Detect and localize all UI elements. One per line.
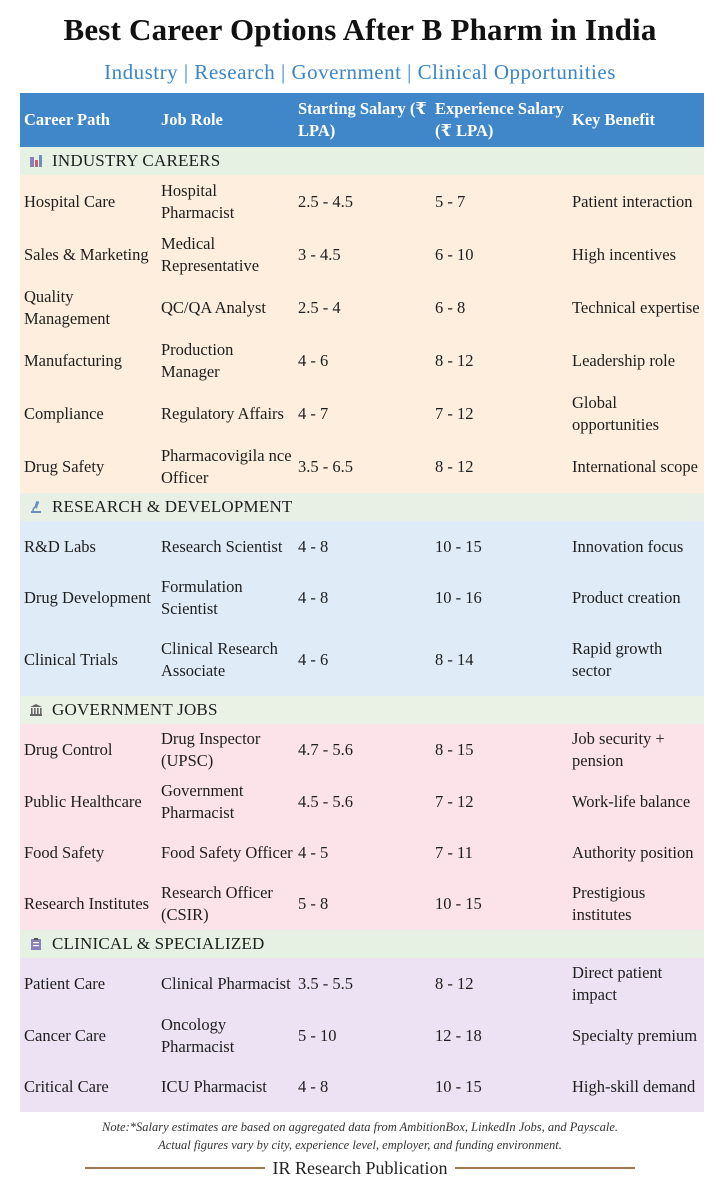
career-path-cell: Drug Control: [24, 740, 113, 759]
footer-divider-right: [455, 1167, 635, 1169]
section-research: [20, 493, 704, 521]
table-row: [20, 776, 704, 828]
note-line-2: Actual figures vary by city, experience level, employer, and funding environment.: [158, 1138, 562, 1152]
key-benefit-cell: Work-life balance: [572, 792, 691, 811]
footer-divider-left: [85, 1167, 265, 1169]
starting-salary-cell: 3 - 4.5: [298, 244, 341, 264]
starting-salary-cell: 4 - 6: [298, 649, 329, 669]
job-role-cell: QC/QA Analyst: [161, 297, 266, 317]
page-subtitle: Industry | Research | Government | Clinical Opportunities: [104, 60, 616, 84]
table-header: [20, 93, 704, 147]
experience-salary-cell: 10 - 15: [435, 537, 482, 556]
table-row: [20, 281, 704, 334]
starting-salary-cell: 4 - 8: [298, 1077, 329, 1096]
key-benefit-cell: Innovation focus: [572, 537, 684, 556]
starting-salary-cell: 5 - 10: [298, 1026, 337, 1045]
experience-salary-cell: 6 - 10: [435, 244, 474, 264]
table-row: [20, 724, 704, 776]
key-benefit-cell: Direct patient impact: [572, 963, 663, 1004]
starting-salary-cell: 4.5 - 5.6: [298, 792, 353, 811]
table-row: [20, 334, 704, 387]
career-path-cell: Public Healthcare: [24, 792, 142, 811]
career-path-cell: Manufacturing: [24, 350, 123, 370]
header-job-role: Job Role: [161, 110, 223, 129]
table-row: [20, 958, 704, 1010]
section-title: CLINICAL & SPECIALIZED: [52, 934, 265, 953]
section-title: RESEARCH & DEVELOPMENT: [52, 497, 293, 516]
section-title: INDUSTRY CAREERS: [52, 151, 221, 170]
table-row: [20, 1062, 704, 1112]
job-role-cell: Oncology Pharmacist: [161, 1015, 235, 1056]
research-rows: [20, 521, 704, 696]
key-benefit-cell: High incentives: [572, 244, 677, 264]
experience-salary-cell: 10 - 15: [435, 894, 482, 913]
career-path-cell: Critical Care: [24, 1077, 109, 1096]
job-role-cell: Pharmacovigila nce Officer: [161, 445, 292, 487]
table-row: [20, 573, 704, 623]
key-benefit-cell: Job security + pension: [572, 729, 665, 770]
header-key-benefit: Key Benefit: [572, 110, 655, 129]
job-role-cell: Medical Representative: [161, 233, 260, 275]
career-path-cell: R&D Labs: [24, 537, 96, 556]
career-path-cell: Sales & Marketing: [24, 244, 149, 264]
table-row: [20, 175, 704, 228]
key-benefit-cell: High-skill demand: [572, 1077, 696, 1096]
microscope-icon: [26, 500, 46, 514]
job-role-cell: Government Pharmacist: [161, 781, 244, 822]
key-benefit-cell: Leadership role: [572, 350, 676, 370]
starting-salary-cell: 5 - 8: [298, 894, 329, 913]
starting-salary-cell: 4 - 7: [298, 403, 329, 423]
clinical-rows: [20, 958, 704, 1112]
industry-rows: [20, 175, 704, 493]
career-path-cell: Hospital Care: [24, 191, 116, 211]
job-role-cell: Clinical Pharmacist: [161, 974, 291, 993]
starting-salary-cell: 4 - 8: [298, 537, 329, 556]
experience-salary-cell: 7 - 12: [435, 403, 474, 423]
experience-salary-cell: 7 - 12: [435, 792, 474, 811]
job-role-cell: Food Safety Officer: [161, 843, 293, 862]
building-icon: [26, 154, 46, 168]
job-role-cell: Research Officer (CSIR): [161, 883, 273, 924]
clipboard-icon: [26, 937, 46, 951]
table-row: [20, 440, 704, 493]
salary-note: [0, 1118, 720, 1154]
key-benefit-cell: Product creation: [572, 588, 681, 607]
job-role-cell: Formulation Scientist: [161, 577, 243, 618]
starting-salary-cell: 4 - 6: [298, 350, 329, 370]
experience-salary-cell: 6 - 8: [435, 297, 466, 317]
job-role-cell: Research Scientist: [161, 537, 283, 556]
experience-salary-cell: 5 - 7: [435, 191, 466, 211]
experience-salary-cell: 8 - 12: [435, 456, 474, 476]
starting-salary-cell: 4 - 5: [298, 843, 329, 862]
starting-salary-cell: 4 - 8: [298, 588, 329, 607]
starting-salary-cell: 3.5 - 5.5: [298, 974, 353, 993]
starting-salary-cell: 3.5 - 6.5: [298, 456, 353, 476]
job-role-cell: ICU Pharmacist: [161, 1077, 267, 1096]
header-experience-salary: Experience Salary (₹ LPA): [435, 99, 564, 140]
career-path-cell: Clinical Trials: [24, 649, 118, 669]
experience-salary-cell: 12 - 18: [435, 1026, 482, 1045]
key-benefit-cell: Prestigious institutes: [572, 883, 646, 924]
key-benefit-cell: International scope: [572, 456, 698, 476]
job-role-cell: Regulatory Affairs: [161, 403, 284, 423]
experience-salary-cell: 10 - 16: [435, 588, 482, 607]
government-rows: [20, 724, 704, 930]
career-path-cell: Drug Safety: [24, 456, 105, 476]
key-benefit-cell: Specialty premium: [572, 1026, 698, 1045]
starting-salary-cell: 2.5 - 4: [298, 297, 341, 317]
header-starting-salary: Starting Salary (₹ LPA): [298, 99, 427, 140]
job-role-cell: Hospital Pharmacist: [161, 180, 235, 222]
starting-salary-cell: 4.7 - 5.6: [298, 740, 353, 759]
experience-salary-cell: 8 - 15: [435, 740, 474, 759]
section-government: [20, 696, 704, 724]
table-row: [20, 878, 704, 930]
footer: [0, 1156, 720, 1180]
footer-publisher: IR Research Publication: [272, 1157, 448, 1178]
career-path-cell: Food Safety: [24, 843, 105, 862]
key-benefit-cell: Global opportunities: [572, 392, 660, 434]
experience-salary-cell: 10 - 15: [435, 1077, 482, 1096]
table-row: [20, 228, 704, 281]
table-row: [20, 1010, 704, 1062]
job-role-cell: Production Manager: [161, 339, 234, 381]
table-row: [20, 521, 704, 573]
career-table: [20, 93, 704, 1112]
key-benefit-cell: Authority position: [572, 843, 694, 862]
header-career-path: Career Path: [24, 110, 110, 129]
experience-salary-cell: 7 - 11: [435, 843, 473, 862]
starting-salary-cell: 2.5 - 4.5: [298, 191, 353, 211]
section-title: GOVERNMENT JOBS: [52, 700, 218, 719]
experience-salary-cell: 8 - 12: [435, 974, 474, 993]
key-benefit-cell: Technical expertise: [572, 297, 700, 317]
career-path-cell: Cancer Care: [24, 1026, 106, 1045]
note-line-1: Note:*Salary estimates are based on aggregated data from AmbitionBox, LinkedIn Jobs, and Payscale.: [101, 1120, 618, 1134]
key-benefit-cell: Rapid growth sector: [572, 638, 663, 680]
section-industry: [20, 147, 704, 175]
career-path-cell: Research Institutes: [24, 894, 150, 913]
career-path-cell: Drug Development: [24, 588, 151, 607]
government-building-icon: [26, 703, 46, 717]
job-role-cell: Drug Inspector (UPSC): [161, 729, 261, 770]
job-role-cell: Clinical Research Associate: [161, 638, 278, 680]
experience-salary-cell: 8 - 12: [435, 350, 474, 370]
career-path-cell: Compliance: [24, 403, 104, 423]
key-benefit-cell: Patient interaction: [572, 191, 693, 211]
table-row: [20, 828, 704, 878]
page-title: Best Career Options After B Pharm in India: [63, 12, 657, 47]
table-row: [20, 387, 704, 440]
career-path-cell: Patient Care: [24, 974, 106, 993]
career-path-cell: Quality Management: [24, 286, 111, 328]
section-clinical: [20, 930, 704, 958]
table-row: [20, 623, 704, 696]
experience-salary-cell: 8 - 14: [435, 649, 474, 669]
